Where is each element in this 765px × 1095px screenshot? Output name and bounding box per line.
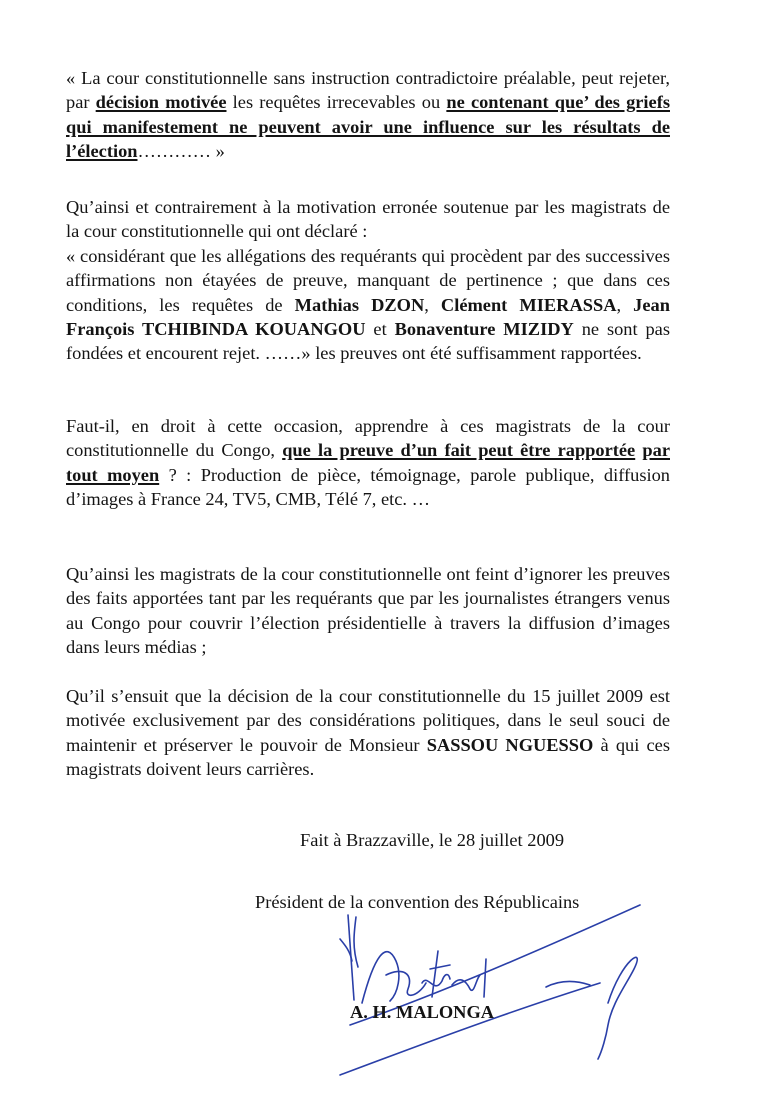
paragraph-conclusion — [66, 684, 670, 782]
emphasis-preuve-fait: que la preuve d’un fait peut être rapportée — [282, 440, 636, 461]
paragraph-quote-article — [66, 66, 670, 164]
text-run: Qu’il s’ensuit que la décision de la cour constitutionnelle du 15 juillet 2009 est motivée exclusivement par des considérations politiques, dans le seul souci de maintenir et préserver le pouvoir de Monsieur — [66, 686, 670, 755]
place-and-date: Fait à Brazzaville, le 28 juillet 2009 — [300, 830, 565, 850]
text-run: « La cour constitutionnelle sans instruction contradictoire préalable, peut rejeter, par — [66, 68, 670, 113]
text-run: Qu’ainsi et contrairement à la motivation erronée soutenue par les magistrats de la cour constitutionnelle qui ont déclaré : — [66, 197, 670, 242]
text-run: ………… » — [137, 141, 225, 162]
text-run: Faut-il, en droit à cette occasion, apprendre à ces magistrats de la cour constitutionnelle du Congo, — [66, 416, 670, 461]
text-run: et — [365, 319, 395, 340]
emphasis-decision-motivee: décision motivée — [95, 92, 227, 113]
text-run: , — [616, 294, 634, 315]
text-run: ne sont pas fondées et encourent rejet. ……» les preuves ont été suffisamment rapportées. — [66, 319, 671, 364]
text-run: « considérant que les allégations des requérants qui procèdent par des successives affirmations non étayées de preuve, manquant de pertinence ; que dans ces conditions, les requêtes de — [66, 245, 670, 315]
emphasis-tout-moyen: par tout moyen — [66, 440, 670, 485]
text-run: , — [424, 294, 441, 315]
name-clement-mierassa: Clément MIERASSA — [440, 294, 617, 315]
signatory-name: A. H. MALONGA — [350, 1002, 495, 1022]
paragraph-preuve — [66, 414, 670, 512]
name-mathias-dzon: Mathias DZON — [294, 294, 425, 315]
name-bonaventure-mizidy: Bonaventure MIZIDY — [394, 319, 574, 340]
text-run: ? : Production de pièce, témoignage, parole publique, diffusion d’images à France 24, TV5, CMB, Télé 7, etc. … — [66, 464, 670, 510]
signatory-title: Président de la convention des Républicains — [255, 892, 580, 912]
name-jean-francois-tchibinda-kouangou: Jean François TCHIBINDA KOUANGOU — [66, 294, 670, 340]
paragraph-ignorer-preuves: Qu’ainsi les magistrats de la cour constitutionnelle ont feint d’ignorer les preuves des faits apportées tant par les requérants que par les journalistes étrangers venus au Congo pour couvrir l’élection présidentielle à travers la diffusion d’images dans leurs médias ; — [66, 564, 670, 658]
text-run: à qui ces magistrats doivent leurs carrières. — [66, 734, 670, 780]
emphasis-griefs: ne contenant que’ des griefs qui manifestement ne peuvent avoir une influence sur les résultats de l’élection — [66, 92, 670, 162]
handwritten-signature-icon — [310, 875, 670, 1085]
text-run: les requêtes irrecevables ou — [226, 92, 447, 113]
name-sassou-nguesso: SASSOU NGUESSO — [426, 734, 594, 755]
paragraph-motivation — [66, 195, 670, 366]
